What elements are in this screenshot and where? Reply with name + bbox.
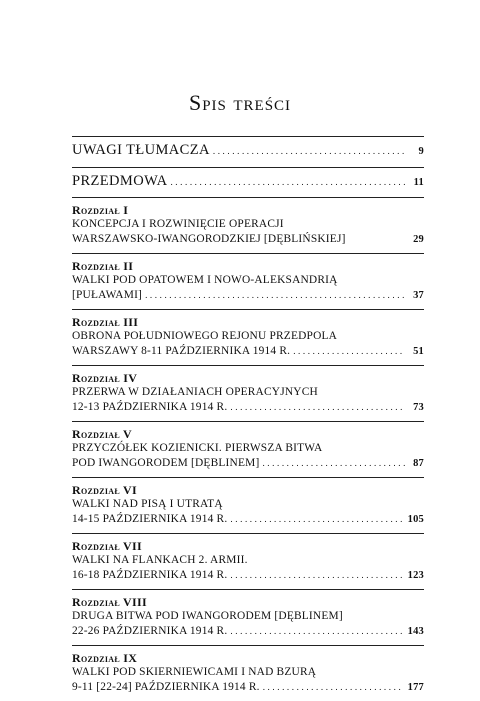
entry-line	[72, 217, 424, 232]
entry-line	[72, 232, 424, 248]
page-number: 37	[413, 289, 424, 301]
chapter-number: Rozdział IX	[72, 651, 138, 665]
entry-line	[72, 174, 424, 191]
dot-leader	[263, 680, 403, 695]
entry-line	[72, 385, 424, 400]
page-number: 9	[418, 146, 424, 157]
entry-line	[72, 288, 424, 304]
page-number: 123	[407, 569, 424, 581]
toc-entry[interactable]	[72, 254, 424, 309]
entry-line	[72, 273, 424, 288]
entry-title: WARSZAWSKO-IWANGORODZKIEJ [DĘBLIŃSKIEJ]	[72, 232, 346, 245]
entry-title: WALKI NAD PISĄ I UTRATĄ	[72, 498, 223, 510]
dot-leader	[230, 400, 405, 415]
page-number: 51	[413, 345, 424, 357]
dot-leader	[145, 288, 405, 303]
entry-title: WARSZAWY 8-11 PAŹDZIERNIKA 1914 R.	[72, 344, 291, 357]
toc-entry[interactable]	[72, 478, 424, 533]
entry-title: WALKI NA FLANKACH 2. ARMII.	[72, 554, 248, 566]
entry-title: UWAGI TŁUMACZA	[72, 142, 210, 158]
page-number: 105	[407, 513, 424, 525]
chapter-number: Rozdział III	[72, 315, 139, 329]
toc-entry[interactable]	[72, 198, 424, 253]
chapter-number: Rozdział IV	[72, 371, 138, 385]
page-title: Spis treści	[188, 90, 292, 115]
dot-leader	[293, 344, 405, 359]
page-number: 73	[413, 401, 424, 413]
chapter-number: Rozdział I	[72, 203, 129, 217]
entry-title: 22-26 PAŹDZIERNIKA 1914 R.	[72, 624, 228, 637]
entry-title: PRZEDMOWA	[72, 172, 168, 189]
chapter-number: Rozdział VII	[72, 539, 142, 553]
toc-list	[72, 136, 424, 701]
dot-leader	[230, 512, 402, 527]
toc-entry[interactable]	[72, 310, 424, 365]
dot-leader	[170, 175, 405, 190]
page-number: 11	[413, 176, 424, 188]
page-number: 143	[407, 625, 424, 637]
entry-title: 14-15 PAŹDZIERNIKA 1914 R.	[72, 512, 228, 525]
entry-line	[72, 456, 424, 472]
entry-line	[72, 609, 424, 624]
dot-leader	[213, 144, 405, 159]
entry-title: 12-13 PAŹDZIERNIKA 1914 R.	[72, 400, 228, 413]
page-number: 29	[413, 233, 424, 245]
entry-title: [PUŁAWAMI]	[72, 288, 143, 301]
entry-title: PRZYCZÓŁEK KOZIENICKI. PIERWSZA BITWA	[72, 442, 323, 454]
entry-line	[72, 344, 424, 360]
page-number: 87	[413, 457, 424, 469]
dot-leader	[262, 456, 405, 471]
entry-title: WALKI POD OPATOWEM I NOWO-ALEKSANDRIĄ	[72, 274, 338, 286]
entry-line	[72, 624, 424, 640]
toc-entry[interactable]	[72, 590, 424, 645]
entry-line	[72, 512, 424, 528]
toc-entry[interactable]	[72, 168, 424, 198]
chapter-number: Rozdział VI	[72, 483, 137, 497]
entry-line	[72, 568, 424, 584]
dot-leader	[230, 568, 402, 583]
entry-title: PRZERWA W DZIAŁANIACH OPERACYJNYCH	[72, 386, 318, 398]
entry-title: DRUGA BITWA POD IWANGORODEM [DĘBLINEM]	[72, 610, 343, 622]
entry-line	[72, 143, 424, 160]
entry-line	[72, 329, 424, 344]
entry-line	[72, 497, 424, 512]
entry-title: OBRONA POŁUDNIOWEGO REJONU PRZEDPOLA	[72, 330, 338, 342]
entry-title: POD IWANGORODEM [DĘBLINEM]	[72, 456, 260, 469]
entry-title: KONCEPCJA I ROZWINIĘCIE OPERACJI	[72, 218, 284, 230]
chapter-number: Rozdział V	[72, 427, 133, 441]
entry-title: WALKI POD SKIERNIEWICAMI I NAD BZURĄ	[72, 666, 317, 678]
entry-line	[72, 665, 424, 680]
toc-entry[interactable]	[72, 366, 424, 421]
entry-line	[72, 441, 424, 456]
toc-entry[interactable]	[72, 422, 424, 477]
toc-entry[interactable]	[72, 137, 424, 167]
entry-title: 16-18 PAŹDZIERNIKA 1914 R.	[72, 568, 228, 581]
toc-entry[interactable]	[72, 534, 424, 589]
entry-title: 9-11 [22-24] PAŹDZIERNIKA 1914 R.	[72, 680, 260, 693]
entry-line	[72, 553, 424, 568]
page-number: 177	[407, 681, 424, 693]
chapter-number: Rozdział VIII	[72, 595, 147, 609]
dot-leader	[230, 624, 402, 639]
chapter-number: Rozdział II	[72, 259, 134, 273]
toc-entry[interactable]	[72, 646, 424, 701]
entry-line	[72, 400, 424, 416]
entry-line	[72, 680, 424, 696]
